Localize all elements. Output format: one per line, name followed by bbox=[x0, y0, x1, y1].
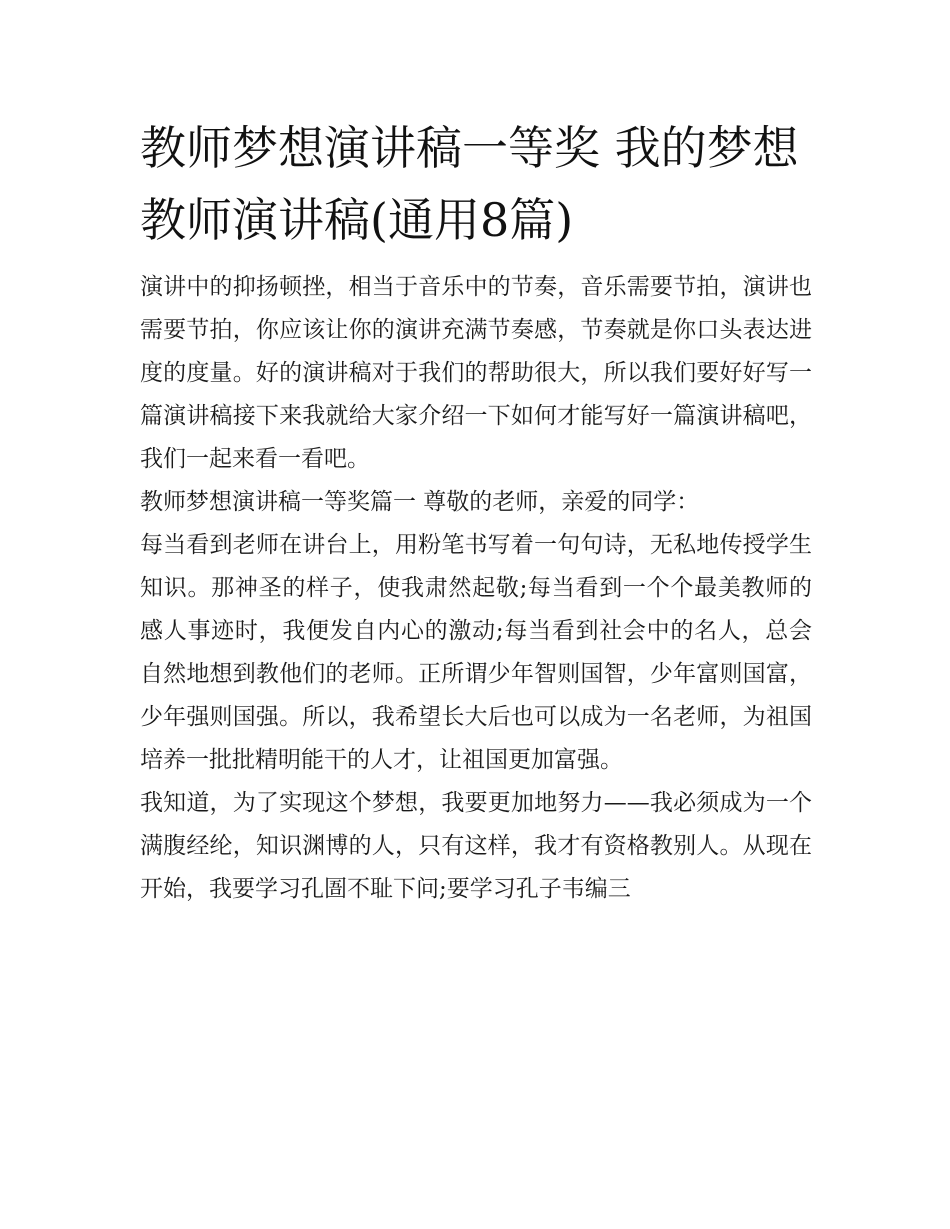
document-title: 教师梦想演讲稿一等奖 我的梦想教师演讲稿(通用8篇) bbox=[140, 121, 799, 247]
document-content bbox=[140, 112, 812, 911]
paragraph-section-heading: 教师梦想演讲稿一等奖篇一 尊敬的老师，亲爱的同学： bbox=[140, 489, 700, 515]
paragraph-intro: 演讲中的抑扬顿挫，相当于音乐中的节奏，音乐需要节拍，演讲也需要节拍，你应该让你的演讲充满节奏感，节奏就是你口头表达进度的度量。好的演讲稿对于我们的帮助很大，所以我们要好好写一篇演讲稿接下来我就给大家介绍一下如何才能写好一篇演讲稿吧，我们一起来看一看吧。 bbox=[140, 274, 812, 472]
paragraph-teacher-admiration: 每当看到老师在讲台上，用粉笔书写着一句句诗，无私地传授学生知识。那神圣的样子，使我肃然起敬;每当看到一个个最美教师的感人事迹时，我便发自内心的激动;每当看到社会中的名人，总会自然地想到教他们的老师。正所谓少年智则国智，少年富则国富，少年强则国强。所以，我希望长大后也可以成为一名老师，为祖国培养一批批精明能干的人才，让祖国更加富强。 bbox=[140, 532, 812, 773]
document-body bbox=[140, 266, 812, 911]
paragraph-dream-effort: 我知道，为了实现这个梦想，我要更加地努力——我必须成为一个满腹经纶，知识渊博的人，只有这样，我才有资格教别人。从现在开始，我要学习孔圄不耻下问;要学习孔子韦编三 bbox=[140, 790, 812, 902]
